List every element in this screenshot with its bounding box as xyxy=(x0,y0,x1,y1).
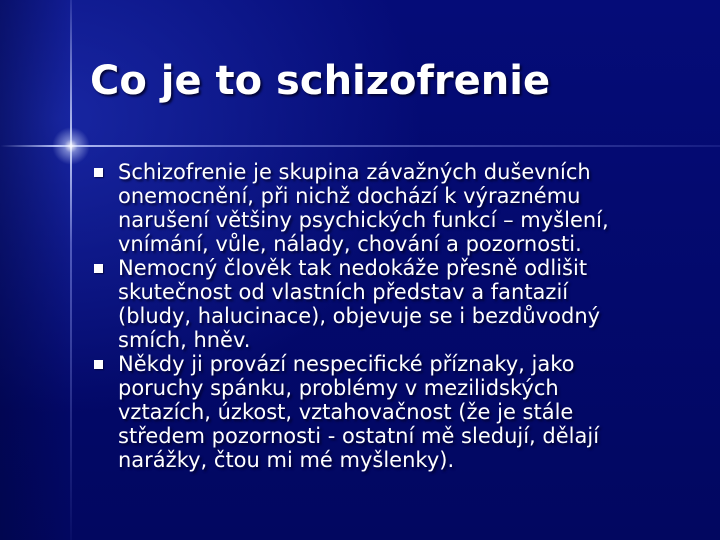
bullet-line: Schizofrenie je skupina závažných duševních xyxy=(118,160,591,184)
square-bullet-icon xyxy=(94,264,103,273)
bullet-line: narušení většiny psychických funkcí – myšlení, xyxy=(118,208,609,232)
bullet-line: vnímání, vůle, nálady, chování a pozornosti. xyxy=(118,232,582,256)
slide-title: Co je to schizofrenie xyxy=(90,58,551,104)
bullet-line: středem pozornosti - ostatní mě sledují, dělají xyxy=(118,424,600,448)
bullet-item xyxy=(90,352,690,472)
bullet-line: Nemocný člověk tak nedokáže přesně odlišit xyxy=(118,256,588,280)
decorative-vertical-line xyxy=(70,0,72,540)
bullet-line: (bludy, halucinace), objevuje se i bezdůvodný xyxy=(118,304,601,328)
decorative-light-flare xyxy=(52,127,90,165)
bullet-line: vztazích, úzkost, vztahovačnost (že je stále xyxy=(118,400,574,424)
decorative-horizontal-line xyxy=(0,145,720,147)
square-bullet-icon xyxy=(94,168,103,177)
bullet-item xyxy=(90,256,690,352)
bullet-item xyxy=(90,160,690,256)
bullet-line: onemocnění, při nichž dochází k výraznému xyxy=(118,184,581,208)
decorative-side-band xyxy=(0,0,70,540)
bullet-line: smích, hněv. xyxy=(118,328,251,352)
bullet-line: narážky, čtou mi mé myšlenky). xyxy=(118,448,455,472)
bullet-line: Někdy ji provází nespecifické příznaky, jako xyxy=(118,352,575,376)
bullet-line: poruchy spánku, problémy v mezilidských xyxy=(118,376,559,400)
square-bullet-icon xyxy=(94,360,103,369)
bullet-list xyxy=(90,160,690,472)
bullet-line: skutečnost od vlastních představ a fantazií xyxy=(118,280,569,304)
